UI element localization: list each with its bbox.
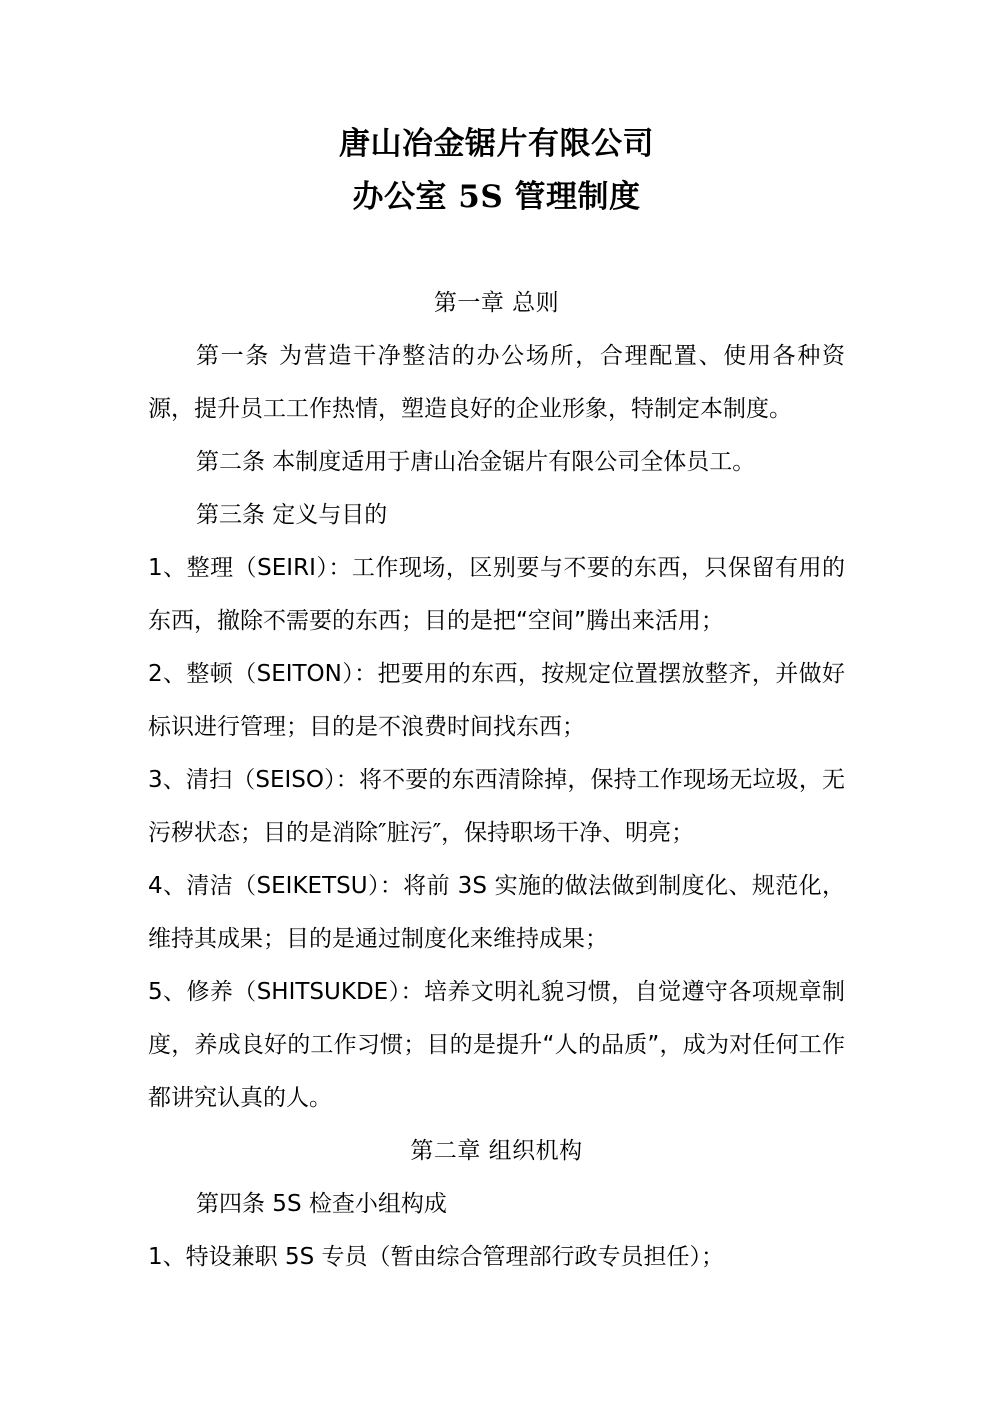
article-2: 第二条 本制度适用于唐山冶金锯片有限公司全体员工。	[196, 449, 756, 475]
definition-item-3: 3、清扫（SEISO）：将不要的东西清除掉，保持工作现场无垃圾，无污秽状态；目的是消除″脏污″，保持职场干净、明亮；	[148, 767, 845, 846]
organization-item-1: 1、特设兼职 5S 专员（暂由综合管理部行政专员担任）；	[148, 1244, 724, 1270]
article-3: 第三条 定义与目的	[196, 502, 388, 528]
definition-item-2: 2、整顿（SEITON）：把要用的东西，按规定位置摆放整齐，并做好标识进行管理；目的是不浪费时间找东西；	[148, 661, 845, 740]
chapter-heading-2: 第二章 组织机构	[410, 1138, 583, 1164]
definition-item-1: 1、整理（SEIRI）：工作现场，区别要与不要的东西，只保留有用的东西，撤除不需要的东西；目的是把“空间”腾出来活用；	[148, 555, 845, 634]
document-content	[148, 0, 845, 1284]
definition-item-5: 5、修养（SHITSUKDE）：培养文明礼貌习惯，自觉遵守各项规章制度，养成良好的工作习惯；目的是提升“人的品质”，成为对任何工作都讲究认真的人。	[148, 979, 845, 1111]
document-title-line-2: 办公室 5S 管理制度	[352, 179, 641, 215]
article-1: 第一条 为营造干净整洁的办公场所，合理配置、使用各种资源，提升员工工作热情，塑造良好的企业形象，特制定本制度。	[148, 343, 845, 422]
document-title-line-1: 唐山冶金锯片有限公司	[339, 126, 654, 162]
title-spacer	[148, 224, 845, 277]
definition-item-4: 4、清洁（SEIKETSU）：将前 3S 实施的做法做到制度化、规范化，维持其成果；目的是通过制度化来维持成果；	[148, 873, 845, 952]
article-4: 第四条 5S 检查小组构成	[196, 1191, 447, 1217]
chapter-heading-1: 第一章 总则	[433, 290, 560, 316]
